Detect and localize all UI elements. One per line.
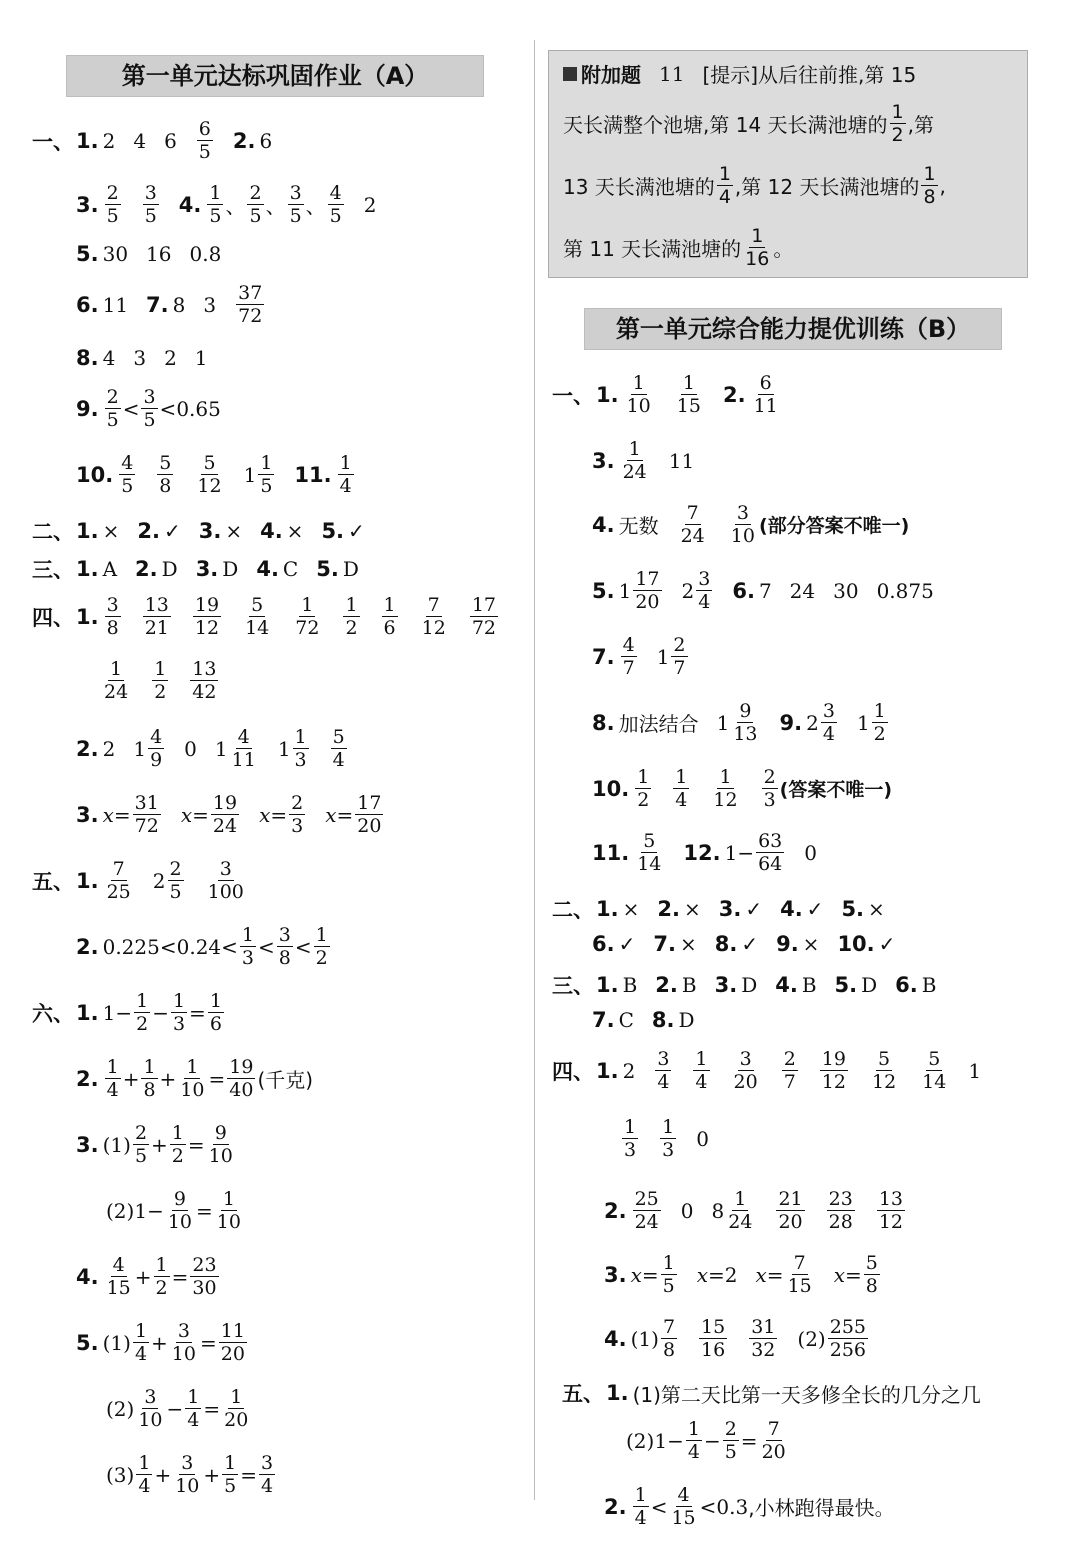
question-number: 5. xyxy=(841,897,865,921)
fraction: $\frac{1}{8}$ xyxy=(143,1056,156,1101)
fraction: $\frac{1}{6}$ xyxy=(383,594,396,639)
fraction: $\frac{1}{4}$ xyxy=(695,1048,708,1093)
question-number: 10. xyxy=(592,776,630,801)
question-number: 3. xyxy=(76,802,99,827)
fraction: $\frac{1}{5}$ xyxy=(224,1452,237,1497)
question-number: 10. xyxy=(837,932,875,956)
question-number: 6. xyxy=(592,932,615,956)
fraction: $\frac{31}{32}$ xyxy=(751,1316,776,1361)
fraction: $\frac{1}{8}$ xyxy=(923,163,936,208)
question-number: 4. xyxy=(76,1264,99,1289)
answer-row: 3. $\frac{2}{5}$ $\frac{3}{5}$ 4. $\frac{1}{5}$ 、 $\frac{2}{5}$ 、 $\frac{3}{5}$ 、 $\frac{4}{5}$ 2 xyxy=(76,182,377,227)
fraction: $\frac{1}{2}$ xyxy=(891,101,904,146)
question-number: 4. xyxy=(780,897,803,921)
section-title-a: 第一单元达标巩固作业（A） xyxy=(66,55,484,97)
answer-value: C xyxy=(618,1008,634,1032)
fraction: $\frac{25}{24}$ xyxy=(634,1188,659,1233)
left-column xyxy=(0,0,530,1568)
fraction: $\frac{1}{4}$ xyxy=(718,163,731,208)
fraction: $\frac{3}{5}$ xyxy=(144,182,157,227)
answer-row: 2. $\frac{1}{4}$ < $\frac{4}{15}$ < 0.3 ,小林跑得最快。 xyxy=(604,1484,895,1529)
answer-value: × xyxy=(622,897,640,921)
fraction: $\frac{1}{5}$ xyxy=(209,182,222,227)
answer-row: 10. $\frac{4}{5}$ $\frac{5}{8}$ $\frac{5}{12}$ 1 $\frac{1}{5}$ 11. $\frac{1}{4}$ xyxy=(76,452,352,497)
fraction: $\frac{1}{10}$ xyxy=(180,1056,205,1101)
fraction: $\frac{7}{25}$ xyxy=(106,858,131,903)
fraction: $\frac{1}{24}$ xyxy=(622,438,647,483)
answer-row: 4. 无数 $\frac{7}{24}$ $\frac{3}{10}$ (部分答案不唯一) xyxy=(592,502,910,547)
answer-row xyxy=(552,372,782,417)
question-number: 4. xyxy=(775,973,798,997)
question-number: 1. xyxy=(596,897,619,921)
fraction: $\frac{1}{4}$ xyxy=(106,1056,119,1101)
answer-row: (2) $\frac{3}{10}$ − $\frac{1}{4}$ = $\frac{1}{20}$ xyxy=(106,1386,249,1431)
question-number: 1. xyxy=(596,382,619,407)
question-number: 6. xyxy=(732,578,755,603)
answer-row: 3. x= $\frac{31}{72}$ x= $\frac{19}{24}$ x= $\frac{2}{3}$ x= $\frac{17}{20}$ xyxy=(76,792,382,837)
fraction: $\frac{1}{2}$ xyxy=(155,1254,168,1299)
answer-value: B xyxy=(801,973,817,997)
fraction: $\frac{21}{20}$ xyxy=(778,1188,803,1233)
question-number: 3. xyxy=(198,519,222,543)
question-number: 3. xyxy=(718,897,742,921)
fraction: $\frac{17}{20}$ xyxy=(635,568,660,613)
choice-row xyxy=(592,1008,713,1032)
section-label: 五、 xyxy=(562,1382,604,1406)
fraction: $\frac{2}{5}$ xyxy=(169,858,182,903)
fraction: $\frac{2}{7}$ xyxy=(783,1048,796,1093)
answer-row: 10. $\frac{1}{2}$ $\frac{1}{4}$ $\frac{1}{12}$ $\frac{2}{3}$ (答案不唯一) xyxy=(592,766,893,811)
fraction: $\frac{1}{3}$ xyxy=(294,726,307,771)
answer-value: ✓ xyxy=(878,932,896,956)
fraction: $\frac{1}{4}$ xyxy=(134,1320,148,1365)
fraction: $\frac{63}{64}$ xyxy=(758,830,783,875)
question-number: 1. xyxy=(606,1381,629,1405)
fraction: $\frac{1}{10}$ xyxy=(216,1188,241,1233)
answer-value: B xyxy=(681,973,697,997)
answer-row: 8. 4 3 2 1 xyxy=(76,346,208,370)
question-number: 2. xyxy=(657,897,680,921)
question-number: 3. xyxy=(714,973,738,997)
question-number: 7. xyxy=(592,644,615,669)
answer-value: × xyxy=(802,932,820,956)
right-column xyxy=(540,0,1080,1568)
fraction: $\frac{37}{72}$ xyxy=(238,282,263,327)
answer-value: B xyxy=(921,973,937,997)
question-number: 4. xyxy=(604,1326,627,1351)
answer-row: 3. x= $\frac{1}{5}$ x= 2 x= $\frac{7}{15}$ x= $\frac{5}{8}$ xyxy=(604,1252,878,1297)
answer-value: × xyxy=(102,519,120,543)
fraction: $\frac{17}{72}$ xyxy=(471,594,496,639)
answer-value: 0 xyxy=(696,1126,709,1151)
answer-value: D xyxy=(161,557,178,581)
fraction: $\frac{7}{20}$ xyxy=(761,1418,786,1463)
answer-value: ✓ xyxy=(745,897,763,921)
answer-row xyxy=(620,1116,709,1161)
question-number: 5. xyxy=(316,557,339,581)
fraction: $\frac{9}{10}$ xyxy=(167,1188,193,1233)
question-number: 7. xyxy=(592,1008,615,1032)
fraction: $\frac{4}{5}$ xyxy=(329,182,342,227)
answer-row: 2. $\frac{25}{24}$ 0 8 $\frac{1}{24}$ $\frac{21}{20}$ $\frac{23}{28}$ $\frac{13}{12}$ xyxy=(604,1188,903,1233)
fraction: $\frac{17}{20}$ xyxy=(357,792,382,837)
hint-line: 第 11 天长满池塘的 $\frac{1}{16}$ 。 xyxy=(563,225,794,270)
question-number: 5. xyxy=(76,242,99,266)
fraction: $\frac{5}{8}$ xyxy=(159,452,172,497)
answer-row: 2. $\frac{1}{4}$ + $\frac{1}{8}$ + $\frac{1}{10}$ = $\frac{19}{40}$ (千克) xyxy=(76,1056,314,1101)
answer-row: 11. $\frac{5}{14}$ 12. 1 − $\frac{63}{64}$ 0 xyxy=(592,830,818,875)
fraction: $\frac{1}{20}$ xyxy=(224,1386,249,1431)
question-number: 2. xyxy=(655,973,678,997)
fraction: $\frac{1}{2}$ xyxy=(154,658,167,703)
question-number: 1. xyxy=(76,557,99,581)
answer-row: 4. $\frac{4}{15}$ + $\frac{1}{2}$ = $\frac{23}{30}$ xyxy=(76,1254,217,1299)
column-divider xyxy=(534,40,535,1500)
fraction: $\frac{7}{15}$ xyxy=(787,1252,812,1297)
fraction: $\frac{3}{4}$ xyxy=(822,700,835,745)
answer-row: 2. 0.225 < 0.24 < $\frac{1}{3}$ < $\frac{3}{8}$ < $\frac{1}{2}$ xyxy=(76,924,328,969)
section-label: 四、 xyxy=(32,605,74,630)
question-number: 1. xyxy=(596,1058,619,1083)
answer-row: 8. 加法结合 1 $\frac{9}{13}$ 9. 2 $\frac{3}{4}$ 1 $\frac{1}{2}$ xyxy=(592,700,886,745)
fraction: $\frac{1}{4}$ xyxy=(687,1418,700,1463)
question-number: 2. xyxy=(604,1494,627,1519)
fraction: $\frac{15}{16}$ xyxy=(701,1316,726,1361)
fraction: $\frac{255}{256}$ xyxy=(829,1316,867,1361)
question-number: 1. xyxy=(76,519,99,543)
fraction: $\frac{1}{4}$ xyxy=(675,766,688,811)
fraction: $\frac{2}{7}$ xyxy=(673,634,686,679)
hint-line: 13 天长满池塘的 $\frac{1}{4}$ ,第 12 天长满池塘的 $\frac{1}{8}$ , xyxy=(563,163,946,208)
question-number: 9. xyxy=(776,932,799,956)
answer-row: 四、 1. 2 $\frac{3}{4}$ $\frac{1}{4}$ $\frac{3}{20}$ $\frac{2}{7}$ $\frac{19}{12}$ $\frac{5}{12}$ $\frac{5}{14}$ 1 xyxy=(552,1048,982,1093)
question-number: 1. xyxy=(596,973,619,997)
question-number: 8. xyxy=(651,1008,675,1032)
question-number: 8. xyxy=(76,346,99,370)
fraction: $\frac{2}{3}$ xyxy=(291,792,304,837)
question-number: 3. xyxy=(592,448,615,473)
fraction: $\frac{5}{12}$ xyxy=(197,452,222,497)
section-title-b: 第一单元综合能力提优训练（B） xyxy=(584,308,1002,350)
section-label: 二、 xyxy=(552,898,594,922)
question-number: 10. xyxy=(76,462,114,487)
section-label: 一、 xyxy=(32,129,74,154)
answer-row: 五、 1. $\frac{7}{25}$ 2 $\frac{2}{5}$ $\frac{3}{100}$ xyxy=(32,858,244,903)
judgment-row xyxy=(592,932,913,956)
answer-value: ✓ xyxy=(163,519,181,543)
answer-value: 4 xyxy=(133,128,147,153)
question-number: 6. xyxy=(76,292,99,317)
question-number: 4. xyxy=(260,519,283,543)
question-number: 5. xyxy=(834,973,858,997)
question-number: 11. xyxy=(294,462,332,487)
question-number: 1. xyxy=(76,1000,99,1025)
fraction: $\frac{1}{12}$ xyxy=(713,766,738,811)
answer-value: × xyxy=(225,519,243,543)
fraction: $\frac{3}{5}$ xyxy=(289,182,302,227)
judgment-row xyxy=(552,894,903,924)
answer-value: B xyxy=(622,973,638,997)
question-number: 11. xyxy=(592,840,630,865)
question-number: 7. xyxy=(653,932,676,956)
question-number: 8. xyxy=(592,710,615,735)
question-number: 2. xyxy=(76,934,99,959)
answer-value: D xyxy=(222,557,239,581)
fraction: $\frac{5}{14}$ xyxy=(922,1048,947,1093)
fraction: $\frac{19}{12}$ xyxy=(194,594,220,639)
fraction: $\frac{19}{12}$ xyxy=(821,1048,846,1093)
fraction: $\frac{4}{15}$ xyxy=(106,1254,131,1299)
section-label: 三、 xyxy=(32,558,74,582)
answer-row: 9. $\frac{2}{5}$ < $\frac{3}{5}$ < 0.65 xyxy=(76,386,221,431)
answer-value: × xyxy=(679,932,697,956)
answer-row: 5. (1) $\frac{1}{4}$ + $\frac{3}{10}$ = $\frac{11}{20}$ xyxy=(76,1320,245,1365)
fraction: $\frac{1}{4}$ xyxy=(634,1484,647,1529)
fraction: $\frac{1}{3}$ xyxy=(172,990,186,1035)
fraction: $\frac{31}{72}$ xyxy=(134,792,159,837)
fraction: $\frac{3}{4}$ xyxy=(261,1452,274,1497)
answer-value: 2 xyxy=(363,192,377,217)
answer-value: C xyxy=(282,557,299,581)
section-label: 六、 xyxy=(32,1001,74,1026)
fraction: $\frac{1}{4}$ xyxy=(187,1386,200,1431)
fraction: $\frac{1}{16}$ xyxy=(745,225,770,270)
answer-value: A xyxy=(102,557,118,581)
question-number: 8. xyxy=(714,932,738,956)
fraction: $\frac{1}{2}$ xyxy=(637,766,650,811)
fraction: $\frac{11}{20}$ xyxy=(220,1320,245,1365)
fraction: $\frac{1}{3}$ xyxy=(662,1116,675,1161)
fraction: $\frac{2}{5}$ xyxy=(249,182,262,227)
answer-row: 3. $\frac{1}{24}$ 11 xyxy=(592,438,695,483)
fraction: $\frac{3}{10}$ xyxy=(171,1320,196,1365)
answer-value: ✓ xyxy=(741,932,759,956)
fraction: $\frac{13}{21}$ xyxy=(144,594,169,639)
question-number: 9. xyxy=(76,396,99,421)
answer-row: 4. (1) $\frac{7}{8}$ $\frac{15}{16}$ $\frac{31}{32}$ (2) $\frac{255}{256}$ xyxy=(604,1316,867,1361)
fraction: $\frac{3}{10}$ xyxy=(175,1452,200,1497)
fraction: $\frac{1}{4}$ xyxy=(138,1452,151,1497)
answer-value: 1 xyxy=(968,1058,982,1083)
fraction: $\frac{3}{4}$ xyxy=(698,568,711,613)
fraction: $\frac{5}{4}$ xyxy=(332,726,345,771)
fraction: $\frac{2}{5}$ xyxy=(134,1122,148,1167)
answer-value: 6 xyxy=(259,128,273,153)
fraction: $\frac{19}{24}$ xyxy=(212,792,238,837)
fraction: $\frac{1}{2}$ xyxy=(345,594,358,639)
judgment-row xyxy=(32,516,383,546)
fraction: $\frac{4}{11}$ xyxy=(231,726,256,771)
choice-row xyxy=(552,970,954,1000)
answer-value: ✓ xyxy=(348,519,365,543)
fraction: $\frac{9}{13}$ xyxy=(733,700,758,745)
question-number: 12. xyxy=(683,840,721,865)
answer-value: ✓ xyxy=(618,932,636,956)
question-number: 3. xyxy=(76,192,99,217)
fraction: $\frac{1}{2}$ xyxy=(873,700,886,745)
answer-row: (2) 1 − $\frac{1}{4}$ − $\frac{2}{5}$ = $\frac{7}{20}$ xyxy=(626,1418,786,1463)
fraction: $\frac{3}{20}$ xyxy=(733,1048,758,1093)
section-label: 四、 xyxy=(552,1059,594,1084)
question-number: 1. xyxy=(76,128,99,153)
question-number: 2. xyxy=(135,557,158,581)
fraction: $\frac{3}{10}$ xyxy=(138,1386,163,1431)
fraction: $\frac{5}{14}$ xyxy=(245,594,270,639)
question-number: 4. xyxy=(178,192,202,217)
fraction: $\frac{3}{8}$ xyxy=(278,924,291,969)
fraction: $\frac{1}{2}$ xyxy=(171,1122,184,1167)
fraction: $\frac{2}{5}$ xyxy=(106,386,119,431)
fraction: $\frac{1}{3}$ xyxy=(241,924,255,969)
answer-row xyxy=(32,594,518,639)
fraction: $\frac{4}{9}$ xyxy=(150,726,163,771)
answer-row: 5. 30 16 0.8 xyxy=(76,242,222,266)
answer-row: 5. 1 $\frac{17}{20}$ 2 $\frac{3}{4}$ 6. 7 24 30 0.875 xyxy=(592,568,934,613)
question-number: 3. xyxy=(76,1132,99,1157)
question-number: 1. xyxy=(76,604,99,629)
question-number: 1. xyxy=(76,868,99,893)
question-number: 2. xyxy=(76,1066,99,1091)
fraction: $\frac{9}{10}$ xyxy=(208,1122,233,1167)
fraction: $\frac{4}{7}$ xyxy=(622,634,635,679)
fraction: $\frac{6}{5}$ xyxy=(198,118,211,163)
answer-value: D xyxy=(342,557,359,581)
question-number: 3. xyxy=(195,557,219,581)
section-label: 三、 xyxy=(552,974,594,998)
fraction: $\frac{1}{72}$ xyxy=(295,594,320,639)
fraction: $\frac{3}{10}$ xyxy=(730,502,755,547)
fraction: $\frac{3}{8}$ xyxy=(106,594,119,639)
answer-row: 五、 1. (1)第二天比第一天多修全长的几分之几 xyxy=(562,1378,981,1408)
fraction: $\frac{1}{24}$ xyxy=(104,658,129,703)
question-number: 5. xyxy=(321,519,345,543)
question-number: 7. xyxy=(146,292,169,317)
fraction: $\frac{4}{5}$ xyxy=(121,452,134,497)
fraction: $\frac{3}{5}$ xyxy=(143,386,156,431)
fraction: $\frac{1}{3}$ xyxy=(624,1116,637,1161)
answer-row: 3. (1) $\frac{2}{5}$ + $\frac{1}{2}$ = $\frac{9}{10}$ xyxy=(76,1122,233,1167)
question-number: 9. xyxy=(779,710,803,735)
section-label: 一、 xyxy=(552,383,594,408)
section-label: 二、 xyxy=(32,520,74,544)
fraction: $\frac{19}{40}$ xyxy=(229,1056,254,1101)
answer-value: D xyxy=(678,1008,695,1032)
fraction: $\frac{1}{24}$ xyxy=(728,1188,753,1233)
answer-row: (2) 1 − $\frac{9}{10}$ = $\frac{1}{10}$ xyxy=(106,1188,241,1233)
question-number: 3. xyxy=(604,1262,627,1287)
answer-value: D xyxy=(741,973,758,997)
fraction: $\frac{5}{14}$ xyxy=(637,830,662,875)
choice-row xyxy=(32,554,377,584)
fraction: $\frac{4}{15}$ xyxy=(671,1484,696,1529)
question-number: 4. xyxy=(592,512,615,537)
question-number: 2. xyxy=(76,736,99,761)
fraction: $\frac{2}{3}$ xyxy=(763,766,776,811)
answer-value: ✓ xyxy=(806,897,824,921)
fraction: $\frac{5}{12}$ xyxy=(871,1048,897,1093)
question-number: 2. xyxy=(232,128,256,153)
question-number: 4. xyxy=(256,557,279,581)
fraction: $\frac{23}{28}$ xyxy=(828,1188,853,1233)
answer-value: × xyxy=(683,897,701,921)
answer-row: 2. 2 1 $\frac{4}{9}$ 0 1 $\frac{4}{11}$ 1 $\frac{1}{3}$ $\frac{5}{4}$ xyxy=(76,726,345,771)
hint-line: 天长满整个池塘,第 14 天长满池塘的 $\frac{1}{2}$ ,第 xyxy=(563,101,934,146)
hint-line: 附加题 11 [提示]从后往前推,第 15 xyxy=(563,59,916,88)
fraction: $\frac{5}{8}$ xyxy=(865,1252,878,1297)
fraction: $\frac{13}{42}$ xyxy=(192,658,217,703)
fraction: $\frac{3}{100}$ xyxy=(207,858,244,903)
question-number: 2. xyxy=(722,382,746,407)
fraction: $\frac{1}{2}$ xyxy=(315,924,328,969)
fraction: $\frac{1}{5}$ xyxy=(260,452,273,497)
question-number: 5. xyxy=(76,1330,99,1355)
answer-row xyxy=(100,658,238,703)
answer-row: 六、 1. 1 − $\frac{1}{2}$ − $\frac{1}{3}$ = $\frac{1}{6}$ xyxy=(32,990,222,1035)
fraction: $\frac{7}{8}$ xyxy=(662,1316,676,1361)
fraction: $\frac{1}{15}$ xyxy=(676,372,701,417)
answer-value: 6 xyxy=(164,128,177,153)
fraction: $\frac{6}{11}$ xyxy=(753,372,778,417)
fraction: $\frac{23}{30}$ xyxy=(192,1254,217,1299)
section-label: 五、 xyxy=(32,869,74,894)
fraction: $\frac{1}{2}$ xyxy=(136,990,149,1035)
answer-value: × xyxy=(286,519,304,543)
answer-value: 2 xyxy=(102,128,116,153)
answer-row: (3) $\frac{1}{4}$ + $\frac{3}{10}$ + $\frac{1}{5}$ = $\frac{3}{4}$ xyxy=(106,1452,274,1497)
fraction: $\frac{2}{5}$ xyxy=(106,182,119,227)
question-number: 2. xyxy=(604,1198,627,1223)
question-number: 5. xyxy=(592,578,615,603)
fraction: $\frac{7}{12}$ xyxy=(421,594,446,639)
fraction: $\frac{1}{6}$ xyxy=(209,990,222,1035)
fraction: $\frac{1}{10}$ xyxy=(626,372,651,417)
question-number: 2. xyxy=(137,519,160,543)
answer-row: 7. $\frac{4}{7}$ 1 $\frac{2}{7}$ xyxy=(592,634,686,679)
fraction: $\frac{13}{12}$ xyxy=(878,1188,903,1233)
fraction: $\frac{1}{4}$ xyxy=(339,452,352,497)
fraction: $\frac{2}{5}$ xyxy=(724,1418,737,1463)
answer-value: × xyxy=(868,897,885,921)
bonus-tag: 附加题 xyxy=(581,63,641,87)
answer-value: D xyxy=(861,973,878,997)
question-number: 6. xyxy=(895,973,918,997)
fraction: $\frac{3}{4}$ xyxy=(657,1048,670,1093)
answer-row xyxy=(32,118,272,163)
fraction: $\frac{1}{5}$ xyxy=(662,1252,675,1297)
answer-row: 6. 11 7. 8 3 $\frac{37}{72}$ xyxy=(76,282,263,327)
fraction: $\frac{7}{24}$ xyxy=(680,502,705,547)
